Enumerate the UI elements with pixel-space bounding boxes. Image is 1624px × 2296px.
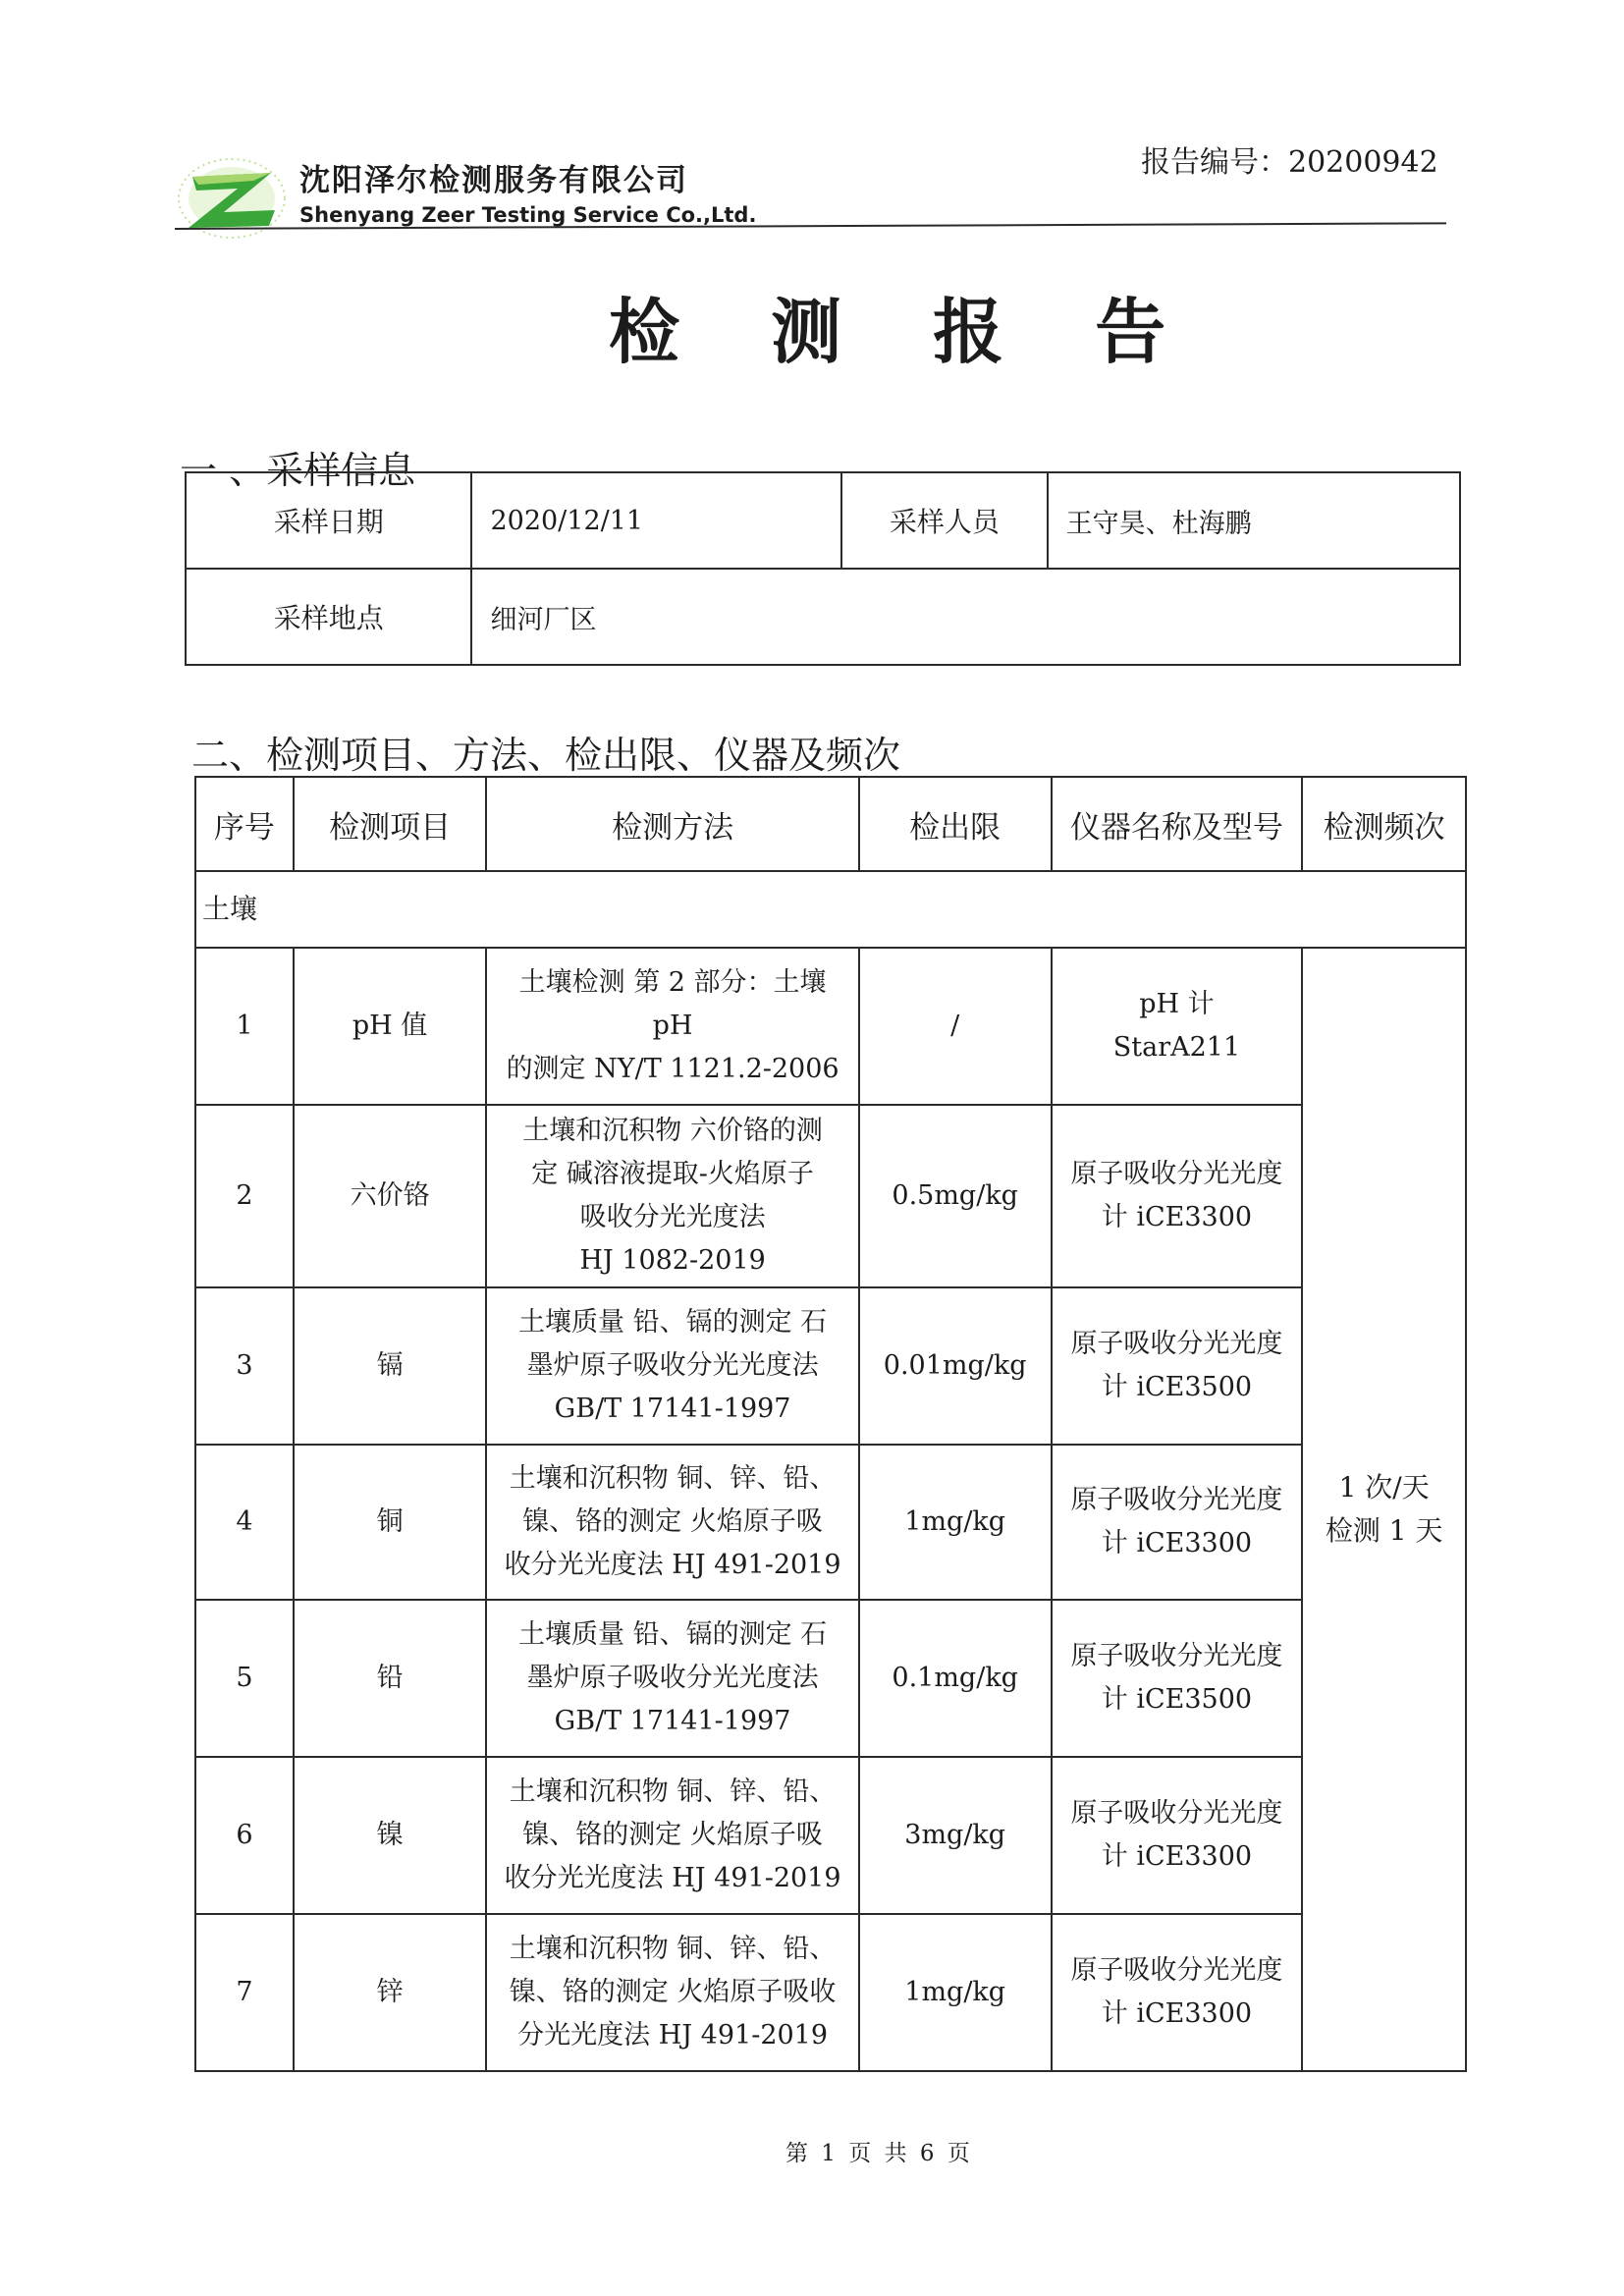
- test-method: [486, 1600, 858, 1757]
- company-logo: [175, 147, 293, 246]
- detection-limit: 3mg/kg: [859, 1757, 1052, 1914]
- report-number: 报告编号：20200942: [1141, 145, 1438, 180]
- frequency-line: 检测 1 天: [1325, 1514, 1443, 1547]
- test-method: [486, 1445, 858, 1600]
- row-number: 3: [195, 1287, 294, 1445]
- category-label: 土壤: [195, 871, 1466, 948]
- test-method: [486, 1287, 858, 1445]
- column-header: 检出限: [859, 777, 1052, 871]
- method-line: HJ 1082-2019: [579, 1245, 766, 1276]
- instrument-line: 计 iCE3500: [1101, 1684, 1253, 1715]
- method-line: 墨炉原子吸收分光光度法: [526, 1350, 819, 1381]
- test-method: [486, 1105, 858, 1287]
- test-method: [486, 1914, 858, 2071]
- test-item: 镍: [294, 1757, 487, 1914]
- test-method: [486, 948, 858, 1105]
- test-method: [486, 1757, 858, 1914]
- instrument: [1052, 1600, 1303, 1757]
- instrument: [1052, 1445, 1303, 1600]
- method-line: 土壤质量 铅、镉的测定 石: [517, 1307, 828, 1338]
- test-item: 锌: [294, 1914, 487, 2071]
- page-number: 第 1 页 共 6 页: [785, 2141, 973, 2166]
- row-number: 7: [195, 1914, 294, 2071]
- method-line: 土壤和沉积物 六价铬的测: [522, 1116, 823, 1146]
- instrument: [1052, 1914, 1303, 2071]
- instrument-line: 计 iCE3300: [1101, 1202, 1253, 1232]
- instrument-line: 计 iCE3500: [1101, 1372, 1253, 1402]
- instrument: [1052, 1287, 1303, 1445]
- table-row: [195, 1757, 1466, 1914]
- method-line: 土壤检测 第 2 部分：土壤 pH: [518, 967, 827, 1041]
- table-row: [186, 569, 1460, 665]
- method-line: GB/T 17141-1997: [554, 1394, 791, 1424]
- column-header: 序号: [195, 777, 294, 871]
- instrument: [1052, 1757, 1303, 1914]
- table-row: [186, 472, 1460, 569]
- method-line: 收分光光度法 HJ 491-2019: [504, 1863, 841, 1893]
- row-number: 6: [195, 1757, 294, 1914]
- method-line: 镍、铬的测定 火焰原子吸收: [509, 1977, 837, 2007]
- method-line: 收分光光度法 HJ 491-2019: [504, 1550, 841, 1580]
- test-frequency: [1302, 948, 1466, 2071]
- method-line: 土壤和沉积物 铜、锌、铅、: [509, 1463, 837, 1494]
- sampling-person-label: 采样人员: [841, 472, 1048, 569]
- test-item: 铅: [294, 1600, 487, 1757]
- table-row: [195, 1914, 1466, 2071]
- instrument-line: 原子吸收分光光度: [1070, 1955, 1283, 1986]
- method-line: 镍、铬的测定 火焰原子吸: [522, 1820, 823, 1850]
- table-row: [195, 948, 1466, 1105]
- column-header: 检测方法: [486, 777, 858, 871]
- table-row: [195, 1105, 1466, 1287]
- instrument-line: 原子吸收分光光度: [1070, 1329, 1283, 1359]
- method-line: 土壤质量 铅、镉的测定 石: [517, 1619, 828, 1650]
- row-number: 5: [195, 1600, 294, 1757]
- detection-limit: 0.01mg/kg: [859, 1287, 1052, 1445]
- method-line: 土壤和沉积物 铜、锌、铅、: [509, 1777, 837, 1807]
- table-row: [195, 1445, 1466, 1600]
- instrument-line: 计 iCE3300: [1101, 1841, 1253, 1872]
- instrument-line: 原子吸收分光光度: [1070, 1798, 1283, 1829]
- test-item: pH 值: [294, 948, 487, 1105]
- sampling-person-value: 王守昊、杜海鹏: [1048, 472, 1460, 569]
- table-header-row: [195, 777, 1466, 871]
- instrument-line: 原子吸收分光光度: [1070, 1641, 1283, 1671]
- test-item: 镉: [294, 1287, 487, 1445]
- method-line: 墨炉原子吸收分光光度法: [526, 1663, 819, 1693]
- category-row: [195, 871, 1466, 948]
- instrument: [1052, 948, 1303, 1105]
- methods-table: [194, 776, 1467, 2072]
- method-line: 土壤和沉积物 铜、锌、铅、: [509, 1934, 837, 1964]
- instrument-line: 计 iCE3300: [1101, 1528, 1253, 1558]
- detection-limit: /: [859, 948, 1052, 1105]
- detection-limit: 0.1mg/kg: [859, 1600, 1052, 1757]
- column-header: 仪器名称及型号: [1052, 777, 1303, 871]
- table-row: [195, 1600, 1466, 1757]
- method-line: 吸收分光光度法: [579, 1202, 766, 1232]
- detection-limit: 0.5mg/kg: [859, 1105, 1052, 1287]
- sampling-date-label: 采样日期: [186, 472, 471, 569]
- instrument-line: 计 iCE3300: [1101, 1998, 1253, 2029]
- section-heading-methods: 二、检测项目、方法、检出限、仪器及频次: [191, 734, 901, 777]
- instrument-line: 原子吸收分光光度: [1070, 1485, 1283, 1515]
- test-item: 铜: [294, 1445, 487, 1600]
- method-line: 的测定 NY/T 1121.2-2006: [506, 1054, 839, 1084]
- method-line: 分光光度法 HJ 491-2019: [517, 2020, 829, 2050]
- frequency-line: 1 次/天: [1338, 1471, 1430, 1503]
- row-number: 4: [195, 1445, 294, 1600]
- sampling-location-value: 细河厂区: [471, 569, 1460, 665]
- detection-limit: 1mg/kg: [859, 1914, 1052, 2071]
- sampling-location-label: 采样地点: [186, 569, 471, 665]
- row-number: 2: [195, 1105, 294, 1287]
- instrument-line: pH 计: [1139, 989, 1215, 1019]
- sampling-date-value: 2020/12/11: [471, 472, 841, 569]
- company-name-cn: 沈阳泽尔检测服务有限公司: [299, 163, 688, 198]
- method-line: 镍、铬的测定 火焰原子吸: [522, 1506, 823, 1537]
- column-header: 检测项目: [294, 777, 487, 871]
- sampling-info-table: [185, 471, 1461, 666]
- table-row: [195, 1287, 1466, 1445]
- method-line: GB/T 17141-1997: [554, 1706, 791, 1736]
- instrument-line: StarA211: [1112, 1032, 1241, 1063]
- detection-limit: 1mg/kg: [859, 1445, 1052, 1600]
- column-header: 检测频次: [1302, 777, 1466, 871]
- instrument: [1052, 1105, 1303, 1287]
- test-item: 六价铬: [294, 1105, 487, 1287]
- section-heading-sampling: 一 、采样信息: [180, 449, 416, 492]
- method-line: 定 碱溶液提取-火焰原子: [531, 1159, 814, 1189]
- row-number: 1: [195, 948, 294, 1105]
- instrument-line: 原子吸收分光光度: [1070, 1159, 1283, 1189]
- document-title: 检 测 报 告: [609, 290, 1200, 373]
- company-name-en: Shenyang Zeer Testing Service Co.,Ltd.: [299, 203, 757, 227]
